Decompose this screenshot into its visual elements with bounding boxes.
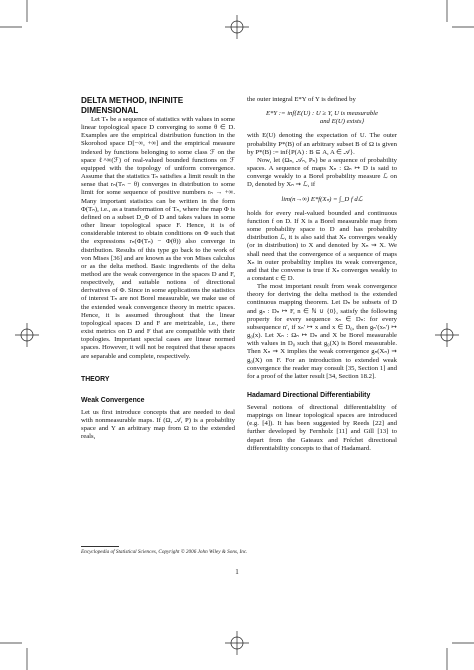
weak-convergence-heading: Weak Convergence <box>81 396 145 404</box>
limit-formula: lim(n→∞) E*f(Xₙ) = ∫_D f dℒ <box>281 195 363 203</box>
mapping-theorem-paragraph: The most important result from weak convergence theory for deriving the delta method is the extended continuous mapping theorem. Let Dₙ be subsets of D and gₙ : Dₙ ↦ F, n ∈ ℕ ∪ {0}, satisfy the following property for every sequence xₙ ∈ Dₙ: for every subsequence n′, if xₙ′ ↦ x and x ∈ D₀, then gₙ′(xₙ′) ↦ g₀(x). Let Xₙ : Ωₙ ↦ Dₙ and X be Borel measurable with values in D₀ such that g₀(X) is Borel measurable. Then Xₙ ⇝ X implies the weak convergence gₙ(Xₙ) ⇝ g₀(X) on F. For an introduction to extended weak convergence the reader may consult [35, Section 1] and for a proof of the latter result [34, Section 18.2]. <box>247 283 397 380</box>
right-column <box>247 96 397 453</box>
weak-convergence-paragraph: Let us first introduce concepts that are needed to deal with nonmeasurable maps. If (Ω, 𝒜, P) is a probability space and Y an arbitrary map from Ω to the extended reals, <box>81 408 235 441</box>
continuity-paragraph: holds for every real-valued bounded and continuous function f on D. If X is a Borel measurable map from some probability space to D and has probability distribution ℒ, it is also said that Xₙ converges weakly (or in distribution) to X and denoted by Xₙ ⇝ X. We shall need that the convergence of a sequence of maps Xₙ in outer probability implies its weak convergence, and that the converse is true if Xₙ converges weakly to a constant c ∈ D. <box>247 209 397 282</box>
footer-copyright: Encyclopedia of Statistical Sciences, Copyright © 2006 John Wiley & Sons, Inc. <box>81 549 248 555</box>
left-column <box>81 96 235 441</box>
hadamard-heading: Hadamard Directional Differentiability <box>247 392 371 399</box>
theory-heading: THEORY <box>81 375 110 383</box>
formula-line-2: and E(U) exists} <box>319 118 365 126</box>
article-title: DELTA METHOD, INFINITE DIMENSIONAL <box>81 96 184 115</box>
page-number: 1 <box>235 568 239 576</box>
outer-probability-paragraph: with E(U) denoting the expectation of U. The outer probability P*(B) of an arbitrary subset B of Ω is given by P*(B) := inf{P(A) : B ⊆ A, A ∈ 𝒜}. <box>247 132 397 156</box>
weak-convergence-definition: Now, let (Ωₙ, 𝒜ₙ, Pₙ) be a sequence of probability spaces. A sequence of maps Xₙ : Ωₙ ↦ D is said to converge weakly to a Borel probability measure ℒ on D, denoted by Xₙ ⇝ ℒ, if <box>247 156 397 189</box>
formula-line-1: E*Y := inf{E(U) : U ≥ Y, U is measurable <box>265 110 379 118</box>
intro-paragraph: Let Tₙ be a sequence of statistics with values in some linear topological space D converging to some θ ∈ D. Examples are the empirical distribution function in the Skorohod space D[−∞, +∞] and the empirical measure indexed by functions belonging to some class ℱ on the space ℓ^∞(ℱ) of real-valued bounded functions on ℱ equipped with the topology of uniform convergence. Assume that the statistics Tₙ satisfies a limit result in the sense that rₙ(Tₙ − θ) converges in distribution to some limit for some sequence of positive numbers rₙ → +∞. Many important statistics can be written in the form Φ(Tₙ), i.e., as a transformation of Tₙ, where the map Φ is defined on a subset D_Φ of D and takes values in some other linear topological space F. Hence, it is of considerable interest to obtain conditions on Φ such that the expressions rₙ(Φ(Tₙ) − Φ(θ)) also converge in distribution. Results of this type go back to the work of von Mises [36] and are known as the von Mises calculus or as the delta method. Basic ingredients of the delta method are the weak convergence in the spaces D and F, respectively, and suitable notions of directional derivatives of Φ. Since in some applications the statistics of interest Tₙ are not Borel measurable, we make use of the extended weak convergence theory in metric spaces. Hence, it is assumed throughout that the linear topological spaces D and F are metrizable, i.e., there exist metrics on D and F that are compatible with their topologies. Important special cases are linear normed spaces. However, it will not be required that these spaces are separable and complete, respectively. <box>81 116 235 360</box>
outer-integral-formula <box>247 110 397 126</box>
hadamard-paragraph: Several notions of directional differentiability of mappings on linear topological spaces are introduced (e.g. [4]). It has been suggested by Reeds [22] and further developed by Fernholz [11] and Gill [13] to depart from the Gateaux and Fréchet directional differentiability concepts to that of Hadamard. <box>247 404 397 452</box>
footer-rule <box>81 546 119 547</box>
outer-integral-paragraph: the outer integral E*Y of Y is defined by <box>247 96 356 103</box>
